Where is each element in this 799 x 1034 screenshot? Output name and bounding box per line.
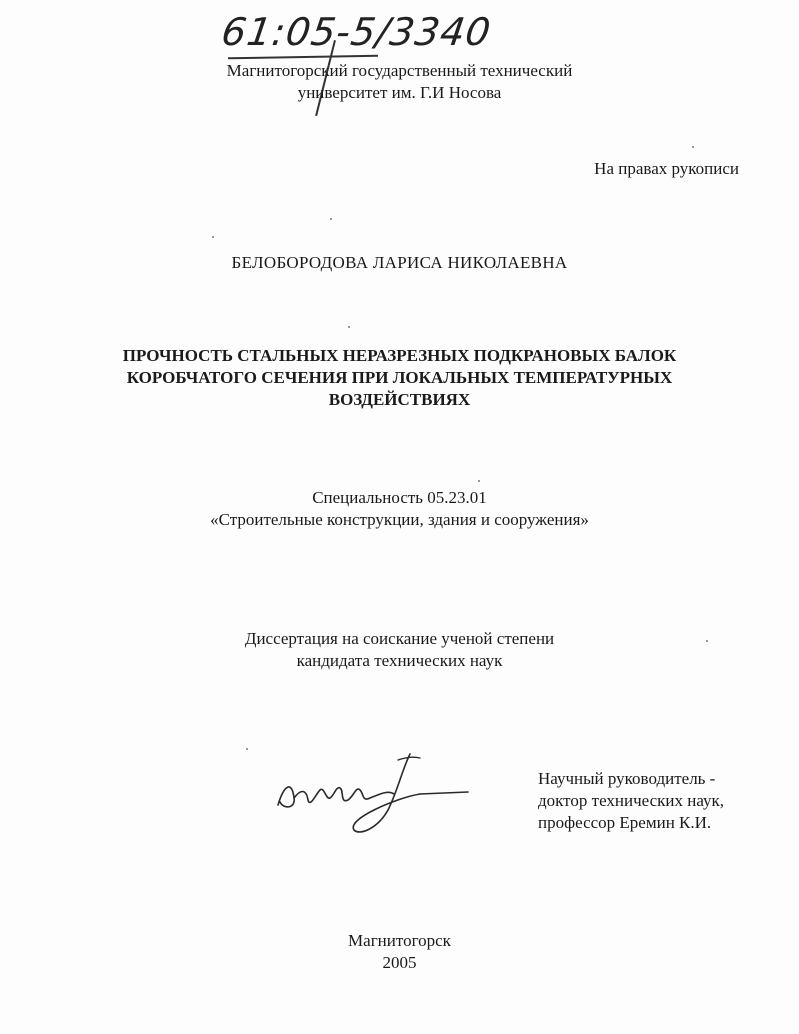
dissertation-title <box>0 345 799 411</box>
rights-note: На правах рукописи <box>594 159 739 178</box>
specialty-code: Специальность 05.23.01 <box>312 488 487 507</box>
university-header <box>0 60 799 104</box>
footer-city: Магнитогорск <box>348 931 451 950</box>
degree-line-1: Диссертация на соискание ученой степени <box>244 629 555 648</box>
university-line-1: Магнитогорский государственный технический <box>226 61 573 80</box>
scan-speck <box>212 236 214 238</box>
scan-speck <box>246 748 248 750</box>
university-line-2: университет им. Г.И Носова <box>297 83 502 102</box>
scan-speck <box>706 640 708 642</box>
title-line-1: ПРОЧНОСТЬ СТАЛЬНЫХ НЕРАЗРЕЗНЫХ ПОДКРАНОВЫХ БАЛОК <box>122 346 677 365</box>
title-line-2: КОРОБЧАТОГО СЕЧЕНИЯ ПРИ ЛОКАЛЬНЫХ ТЕМПЕРАТУРНЫХ <box>126 368 673 387</box>
degree-block <box>0 628 799 672</box>
degree-line-2: кандидата технических наук <box>296 651 503 670</box>
author-name: БЕЛОБОРОДОВА ЛАРИСА НИКОЛАЕВНА <box>231 253 568 272</box>
footer-block <box>0 930 799 974</box>
scan-speck <box>348 326 350 328</box>
specialty-block <box>0 487 799 531</box>
footer-year: 2005 <box>382 953 417 972</box>
supervisor-block <box>538 768 724 834</box>
scan-speck <box>478 480 480 482</box>
supervisor-role: Научный руководитель - <box>538 769 716 788</box>
archive-underline <box>228 55 378 60</box>
specialty-name: «Строительные конструкции, здания и сооружения» <box>210 510 589 529</box>
supervisor-name: профессор Еремин К.И. <box>538 813 712 832</box>
supervisor-signature <box>270 750 470 840</box>
archive-code-handwritten: 61:05-5/3340 <box>218 10 495 54</box>
scan-speck <box>692 146 694 148</box>
scan-speck <box>330 218 332 220</box>
title-line-3: ВОЗДЕЙСТВИЯХ <box>328 390 471 409</box>
supervisor-degree: доктор технических наук, <box>538 791 725 810</box>
